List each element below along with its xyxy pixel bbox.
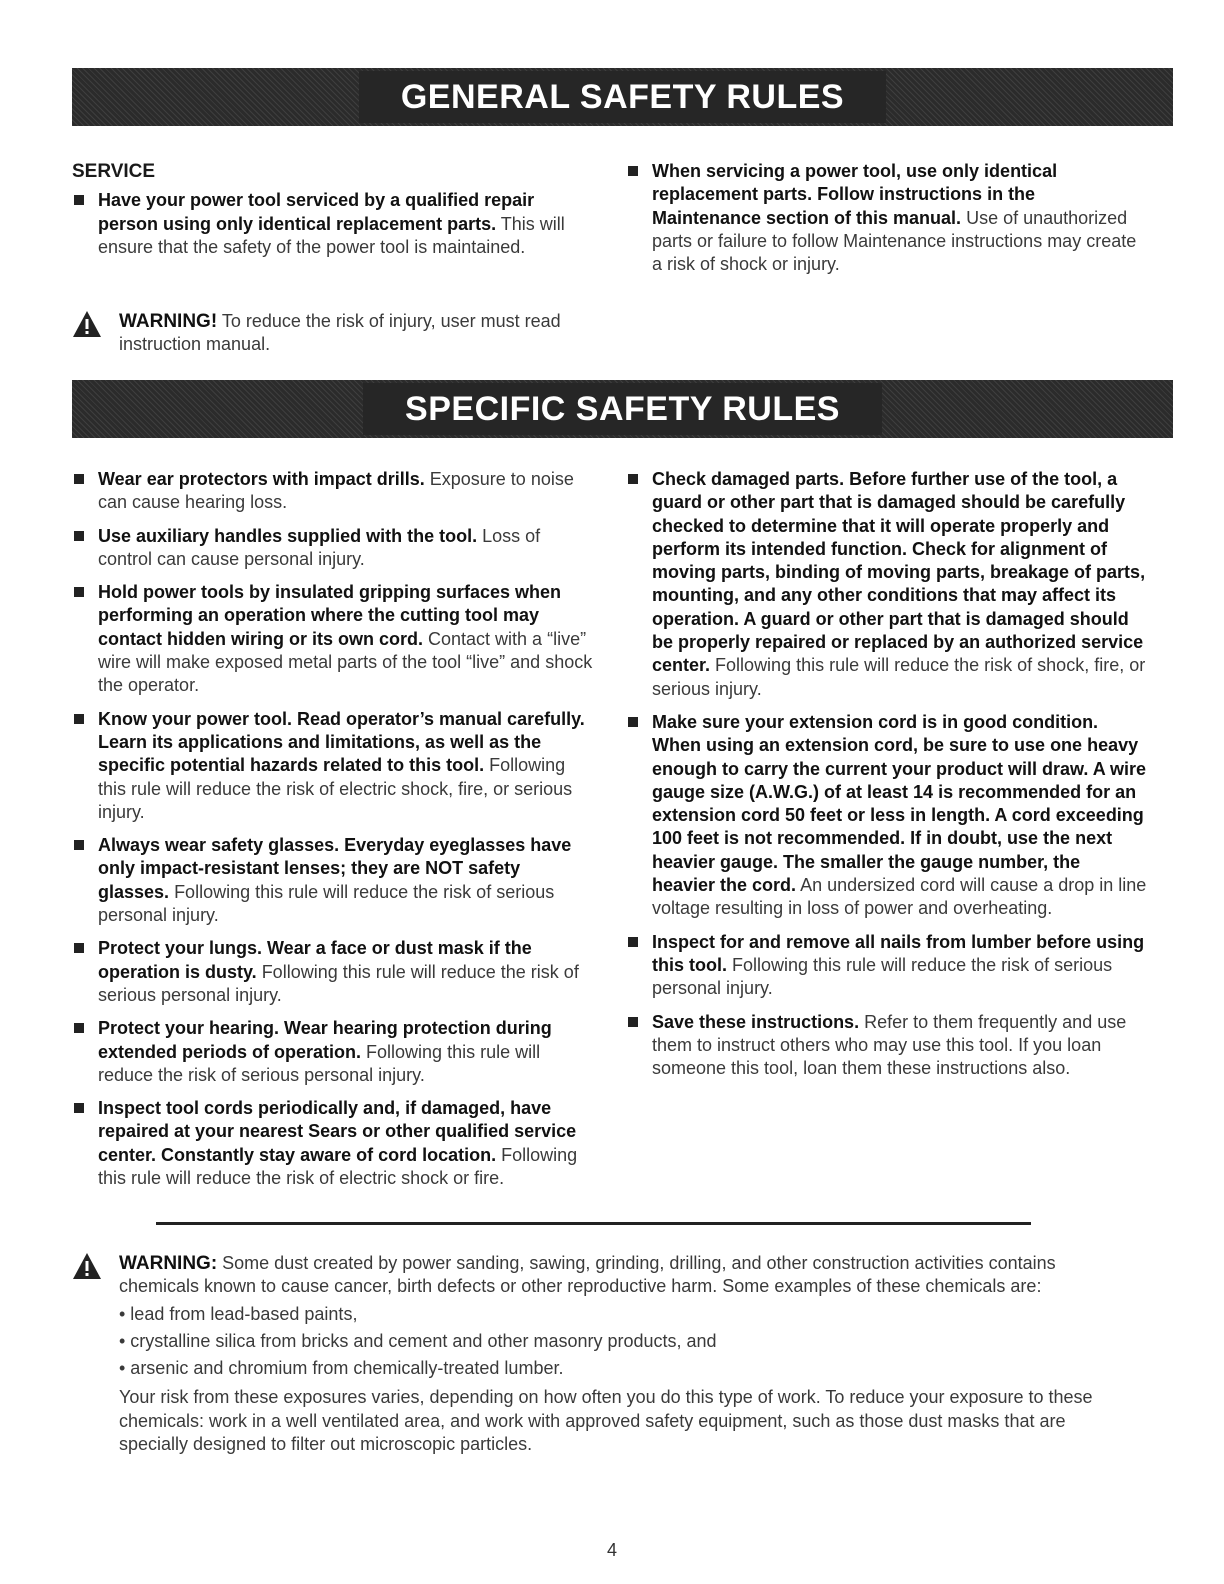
item-text: Refer to them frequently and use them to instruct others who may use this tool. If you loan someone this tool, loan them these instructions also. — [652, 1011, 1127, 1079]
square-bullet-icon — [628, 166, 638, 176]
item-text: Following this rule will reduce the risk of electric shock or fire. — [98, 1144, 578, 1189]
list-item — [72, 581, 594, 697]
list-item — [72, 708, 594, 824]
item-text: Following this rule will reduce the risk of serious personal injury. — [98, 1041, 541, 1085]
list-item — [72, 1097, 594, 1190]
item-text: This will ensure that the safety of the power tool is maintained. — [98, 213, 565, 257]
read-manual-warning — [72, 310, 577, 357]
warning-triangle-icon — [72, 1252, 102, 1280]
square-bullet-icon — [628, 717, 638, 727]
list-item — [72, 834, 594, 927]
list-item — [626, 711, 1148, 921]
item-bold: Inspect for and remove all nails from lumber before using this tool. — [652, 931, 1145, 975]
warning-text: To reduce the risk of injury, user must read instruction manual. — [119, 311, 561, 355]
warning-closing: Your risk from these exposures varies, depending on how often you do this type of work. To reduce your exposure to these chemicals: work in a well ventilated area, and work with approved safety equipment, such as those dust masks that are specially designed to filter out microscopic particles. — [119, 1387, 1093, 1455]
item-bold: Know your power tool. Read operator’s manual carefully. Learn its applications and limitations, as well as the specific potential hazards related to this tool. — [98, 708, 585, 776]
item-bold: Use auxiliary handles supplied with the tool. — [98, 525, 478, 546]
list-item — [626, 468, 1148, 701]
list-item — [626, 1011, 1148, 1081]
square-bullet-icon — [74, 587, 84, 597]
item-bold: Have your power tool serviced by a qualified repair person using only identical replacement parts. — [98, 190, 535, 234]
item-bold: Wear ear protectors with impact drills. — [98, 469, 425, 489]
service-left-column — [72, 160, 584, 269]
item-bold: Save these instructions. — [652, 1011, 860, 1032]
general-safety-banner — [72, 68, 1173, 126]
list-item — [72, 189, 584, 259]
warning-triangle-icon — [72, 310, 102, 338]
list-item — [626, 931, 1148, 1001]
item-text: Loss of control can cause personal injury. — [98, 525, 541, 569]
item-bold: Always wear safety glasses. Everyday eyeglasses have only impact-resistant lenses; they are NOT safety glasses. — [98, 835, 572, 902]
specific-right-column — [626, 468, 1148, 1090]
list-item — [72, 525, 594, 572]
item-text: Following this rule will reduce the risk of serious personal injury. — [98, 961, 579, 1005]
square-bullet-icon — [74, 531, 84, 541]
list-item: • arsenic and chromium from chemically-treated lumber. — [119, 1358, 564, 1379]
square-bullet-icon — [74, 1103, 84, 1113]
item-text: Exposure to noise can cause hearing loss. — [98, 469, 574, 513]
general-safety-title: GENERAL SAFETY RULES — [359, 71, 886, 123]
square-bullet-icon — [74, 943, 84, 953]
list-item — [626, 160, 1148, 276]
item-text: Use of unauthorized parts or failure to follow Maintenance instructions may create a risk of shock or injury. — [652, 207, 1137, 275]
warning-label: WARNING: — [119, 1253, 218, 1274]
divider — [156, 1222, 1031, 1225]
list-item: • lead from lead-based paints, — [119, 1303, 358, 1324]
item-bold: Inspect tool cords periodically and, if damaged, have repaired at your nearest Sears or other qualified service center. Constantly stay aware of cord location. — [98, 1098, 577, 1165]
item-text: An undersized cord will cause a drop in line voltage resulting in loss of power and overheating. — [652, 875, 1147, 919]
item-bold: Check damaged parts. Before further use of the tool, a guard or other part that is damaged should be carefully checked to determine that it will operate properly and perform its intended function. Check for alignment of moving parts, binding of moving parts, breakage of parts, mounting, and any other conditions that may affect its operation. A guard or other part that is damaged should be properly repaired or replaced by an authorized service center. — [652, 469, 1146, 676]
item-bold: Hold power tools by insulated gripping surfaces when performing an operation where the cutting tool may contact hidden wiring or its own cord. — [98, 582, 562, 649]
square-bullet-icon — [628, 1017, 638, 1027]
warning-intro: Some dust created by power sanding, sawing, grinding, drilling, and other construction activities contains chemicals known to cause cancer, birth defects or other reproductive harm. Some examples of these chemicals are: — [119, 1253, 1056, 1297]
list-item — [72, 937, 594, 1007]
item-bold: Make sure your extension cord is in good condition. When using an extension cord, be sure to use one heavy enough to carry the current your product will draw. A wire gauge size (A.W.G.) of at least 14 is recommended for an extension cord 50 feet or less in length. A cord exceeding 100 feet is not recommended. If in doubt, use the next heavier gauge. The smaller the gauge number, the heavier the cord. — [652, 711, 1147, 896]
chemical-list — [119, 1303, 1132, 1381]
list-item — [72, 1017, 594, 1087]
page-number: 4 — [606, 1540, 617, 1560]
item-text: Following this rule will reduce the risk of shock, fire, or serious injury. — [652, 655, 1146, 699]
item-text: Following this rule will reduce the risk of serious personal injury. — [98, 881, 555, 926]
square-bullet-icon — [74, 195, 84, 205]
list-item: • crystalline silica from bricks and cement and other masonry products, and — [119, 1330, 717, 1351]
service-right-column — [626, 160, 1148, 286]
item-bold: Protect your hearing. Wear hearing protection during extended periods of operation. — [98, 1018, 552, 1062]
item-text: Following this rule will reduce the risk of electric shock, fire, or serious injury. — [98, 755, 573, 822]
specific-safety-title: SPECIFIC SAFETY RULES — [363, 383, 882, 435]
square-bullet-icon — [628, 937, 638, 947]
chemical-dust-warning — [72, 1252, 1132, 1456]
square-bullet-icon — [74, 1023, 84, 1033]
specific-left-column — [72, 468, 594, 1200]
service-heading: SERVICE — [72, 161, 156, 182]
square-bullet-icon — [74, 840, 84, 850]
item-bold: When servicing a power tool, use only identical replacement parts. Follow instructions in the Maintenance section of this manual. — [652, 161, 1058, 228]
square-bullet-icon — [628, 474, 638, 484]
square-bullet-icon — [74, 714, 84, 724]
specific-safety-banner — [72, 380, 1173, 438]
list-item — [72, 468, 594, 515]
item-text: Contact with a “live” wire will make exposed metal parts of the tool “live” and shock the operator. — [98, 628, 593, 696]
item-bold: Protect your lungs. Wear a face or dust mask if the operation is dusty. — [98, 938, 532, 982]
item-text: Following this rule will reduce the risk of serious personal injury. — [652, 954, 1113, 999]
square-bullet-icon — [74, 474, 84, 484]
warning-label: WARNING! — [119, 311, 218, 332]
